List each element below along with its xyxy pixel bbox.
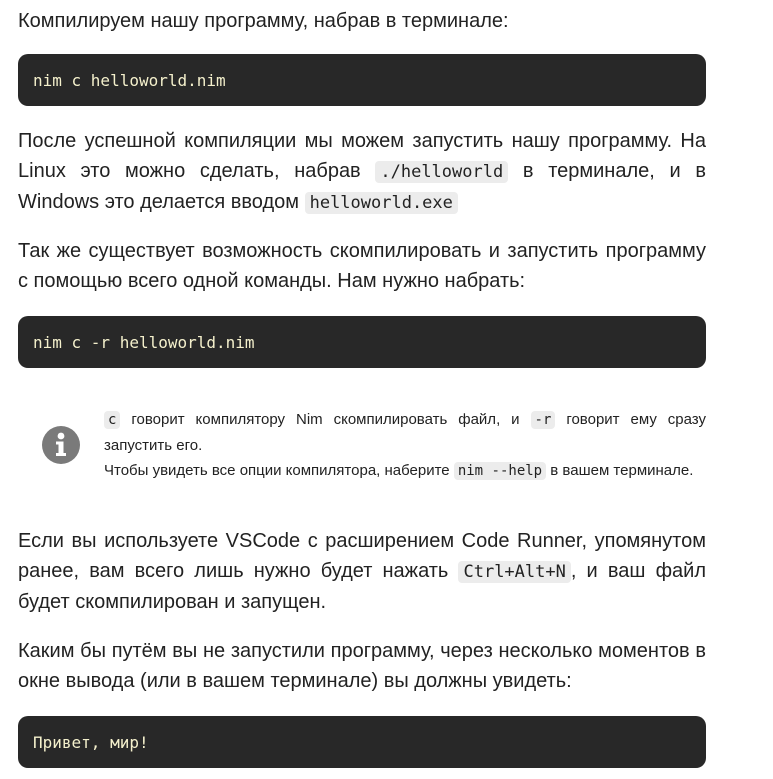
- note-line-flags-text-b: говорит ему сразу запустить его.: [104, 410, 706, 454]
- inline-code-nim-help: nim --help: [454, 462, 546, 480]
- inline-code-shortcut: Ctrl+Alt+N: [458, 561, 570, 583]
- inline-code-helloworld: ./helloworld: [375, 161, 508, 183]
- code-block-compile[interactable]: nim c helloworld.nim: [18, 54, 706, 106]
- note-line-help-text-b: в вашем терминале.: [546, 461, 694, 479]
- inline-code-r: -r: [531, 411, 556, 429]
- run-instructions-text-a: После успешной компиляции мы можем запустить нашу программу. На Linux это можно сделать, набрав: [18, 130, 706, 182]
- inline-code-c: c: [104, 411, 120, 429]
- note-line-help-text-a: Чтобы увидеть все опции компилятора, наберите: [104, 461, 454, 479]
- paragraph-run-instructions: [18, 126, 706, 218]
- info-note: [18, 395, 706, 495]
- vscode-text-a: Если вы используете VSCode с расширением Code Runner, упомянутом ранее, вам всего лишь нужно будет нажать: [18, 530, 706, 582]
- info-note-text: [104, 407, 706, 484]
- paragraph-single-command: Так же существует возможность скомпилировать и запустить программу с помощью всего одной команды. Нам нужно набрать:: [18, 240, 706, 292]
- paragraph-compile-intro: Компилируем нашу программу, набрав в терминале:: [18, 10, 509, 32]
- info-icon: [42, 426, 80, 464]
- note-line-flags: [104, 407, 706, 458]
- note-line-flags-text-a: говорит компилятору Nim скомпилировать файл, и: [120, 410, 531, 428]
- vscode-text-b: , и ваш файл будет скомпилирован и запущен.: [18, 560, 707, 613]
- run-instructions-text-b: в терминале, и в Windows это делается вводом: [18, 160, 706, 213]
- paragraph-output: Каким бы путём вы не запустили программу, через несколько моментов в окне вывода (или в вашем терминале) вы должны увидеть:: [18, 640, 706, 692]
- code-block-compile-run[interactable]: nim c -r helloworld.nim: [18, 316, 706, 368]
- inline-code-helloworld-exe: helloworld.exe: [305, 192, 458, 214]
- note-line-help: [104, 458, 706, 484]
- paragraph-vscode: [18, 526, 706, 617]
- info-icon-wrap: [18, 426, 104, 464]
- code-block-output[interactable]: Привет, мир!: [18, 716, 706, 768]
